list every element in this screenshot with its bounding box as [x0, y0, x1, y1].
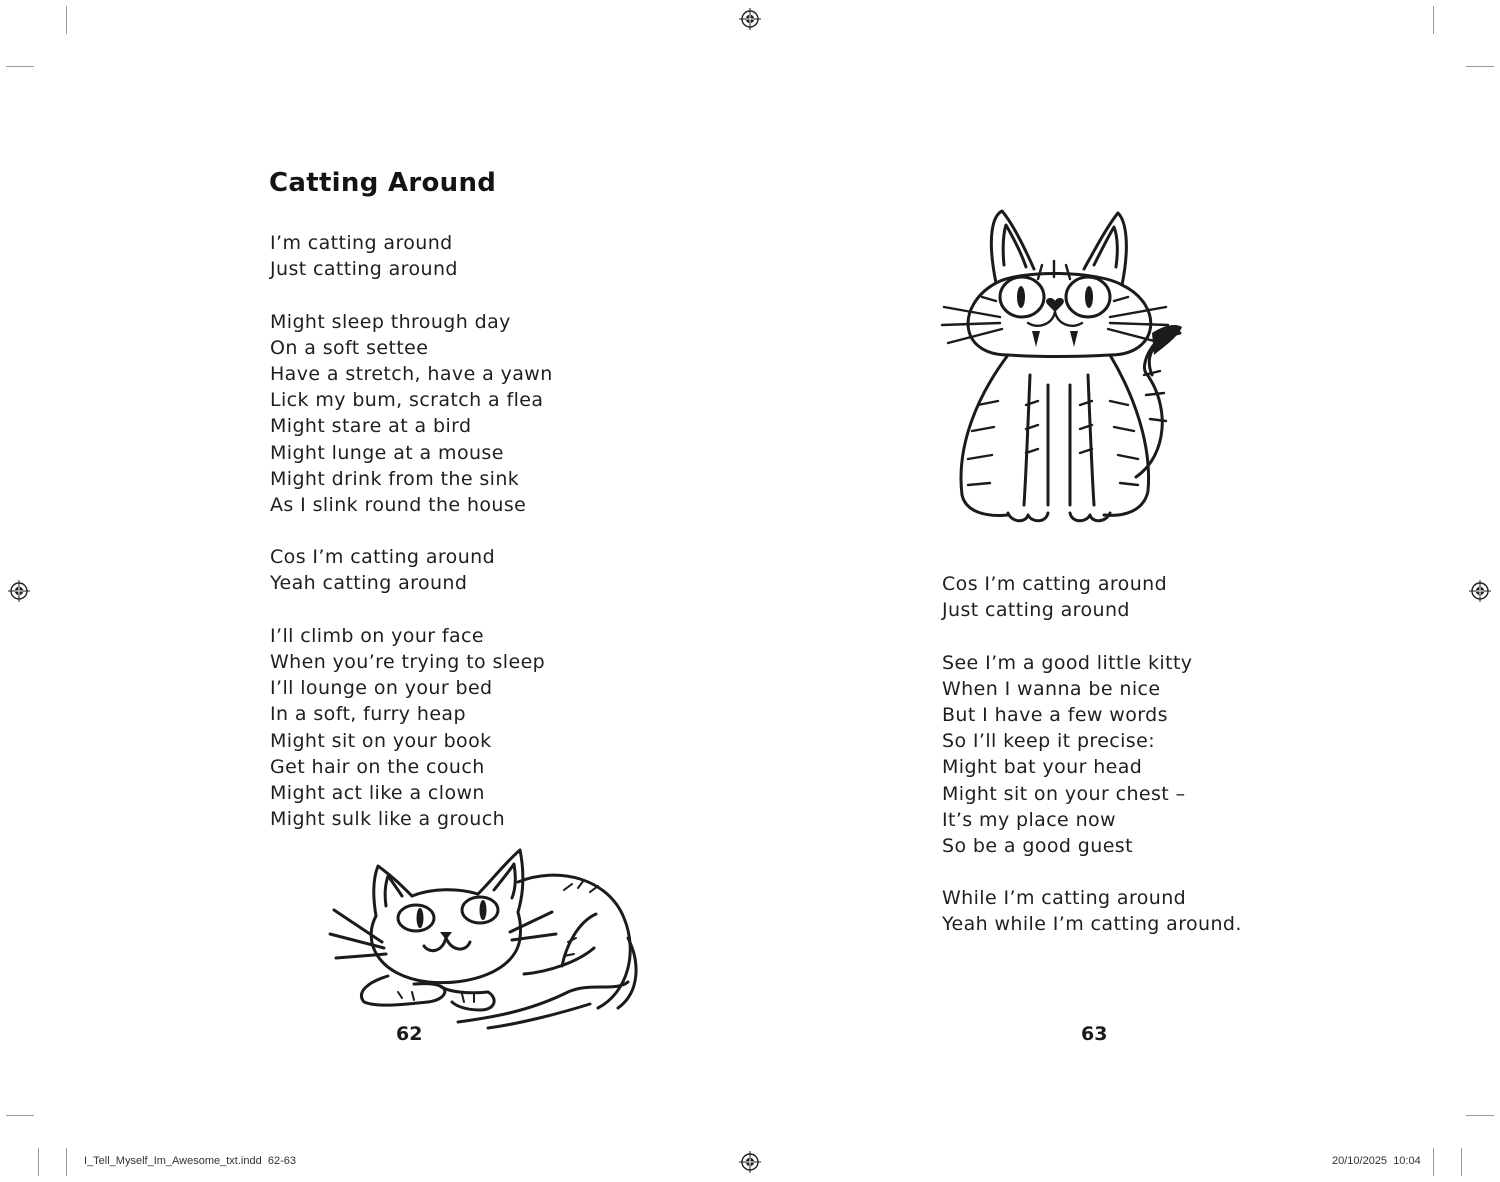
- poem-line: Just catting around: [270, 258, 458, 281]
- poem-line: Lick my bum, scratch a flea: [270, 389, 544, 412]
- poem-line: Might lunge at a mouse: [270, 441, 504, 464]
- poem-line: As I slink round the house: [270, 493, 527, 516]
- right-page-poem: [942, 571, 1242, 938]
- poem-line: Might sleep through day: [270, 310, 511, 333]
- poem-line: When I wanna be nice: [942, 677, 1161, 700]
- poem-line: On a soft settee: [270, 336, 429, 359]
- left-stanza: [270, 623, 553, 833]
- poem-line: But I have a few words: [942, 703, 1168, 726]
- crop-mark: [1461, 1148, 1462, 1176]
- poem-line: Might bat your head: [942, 756, 1143, 779]
- poem-line: When you’re trying to sleep: [270, 651, 546, 673]
- right-stanza: [942, 650, 1242, 860]
- poem-line: Just catting around: [942, 599, 1130, 622]
- poem-title: Catting Around: [269, 168, 497, 198]
- right-stanza: [942, 571, 1242, 623]
- left-stanza: [270, 544, 553, 596]
- poem-line: While I’m catting around: [942, 887, 1187, 910]
- page-number-left: 62: [396, 1023, 423, 1045]
- registration-mark-icon: [1469, 580, 1491, 602]
- poem-line: Might sit on your chest –: [942, 782, 1186, 805]
- crop-mark: [66, 6, 67, 34]
- slug-filename: [84, 1155, 296, 1167]
- poem-line: It’s my place now: [942, 808, 1116, 831]
- sitting-cat-illustration: [938, 205, 1188, 525]
- poem-line: So be a good guest: [942, 834, 1133, 857]
- poem-line: I’ll lounge on your bed: [270, 677, 493, 700]
- crop-mark: [1466, 1115, 1494, 1116]
- lying-cat-illustration: [328, 842, 650, 1030]
- poem-line: Might sulk like a grouch: [270, 808, 506, 831]
- poem-line: I’ll climb on your face: [270, 624, 484, 647]
- registration-mark-icon: [739, 1151, 761, 1173]
- poem-line: Get hair on the couch: [270, 755, 485, 778]
- left-page-poem: [270, 230, 553, 832]
- page-number-right: 63: [1081, 1023, 1108, 1045]
- poem-line: So I’ll keep it precise:: [942, 730, 1155, 753]
- slug-date: 20/10/2025: [1332, 1155, 1388, 1167]
- crop-mark: [66, 1148, 67, 1176]
- crop-mark: [6, 66, 34, 67]
- slug-time: 10:04: [1393, 1155, 1421, 1167]
- poem-line: Might sit on your book: [270, 729, 492, 752]
- registration-mark-icon: [8, 580, 30, 602]
- poem-line: Cos I’m catting around: [942, 573, 1168, 595]
- crop-mark: [38, 1148, 39, 1176]
- crop-mark: [1433, 1148, 1434, 1176]
- poem-line: Might drink from the sink: [270, 467, 520, 490]
- crop-mark: [6, 1115, 34, 1116]
- poem-line: Might stare at a bird: [270, 415, 472, 438]
- slug-pages: 62-63: [267, 1155, 296, 1167]
- poem-line: Yeah while I’m catting around.: [942, 913, 1242, 936]
- crop-mark: [1433, 6, 1434, 34]
- registration-mark-icon: [739, 8, 761, 30]
- slug-file: I_Tell_Myself_Im_Awesome_txt.indd: [84, 1155, 262, 1167]
- crop-mark: [1466, 66, 1494, 67]
- poem-line: I’m catting around: [270, 232, 453, 254]
- poem-line: In a soft, furry heap: [270, 703, 466, 726]
- poem-line: Might act like a clown: [270, 781, 485, 804]
- poem-line: See I’m a good little kitty: [942, 651, 1193, 674]
- left-stanza: [270, 230, 553, 282]
- slug-datetime: [1332, 1155, 1421, 1167]
- left-stanza: [270, 309, 553, 519]
- poem-line: Cos I’m catting around: [270, 546, 496, 569]
- poem-line: Yeah catting around: [270, 572, 468, 595]
- right-stanza: [942, 885, 1242, 937]
- poem-line: Have a stretch, have a yawn: [270, 362, 553, 385]
